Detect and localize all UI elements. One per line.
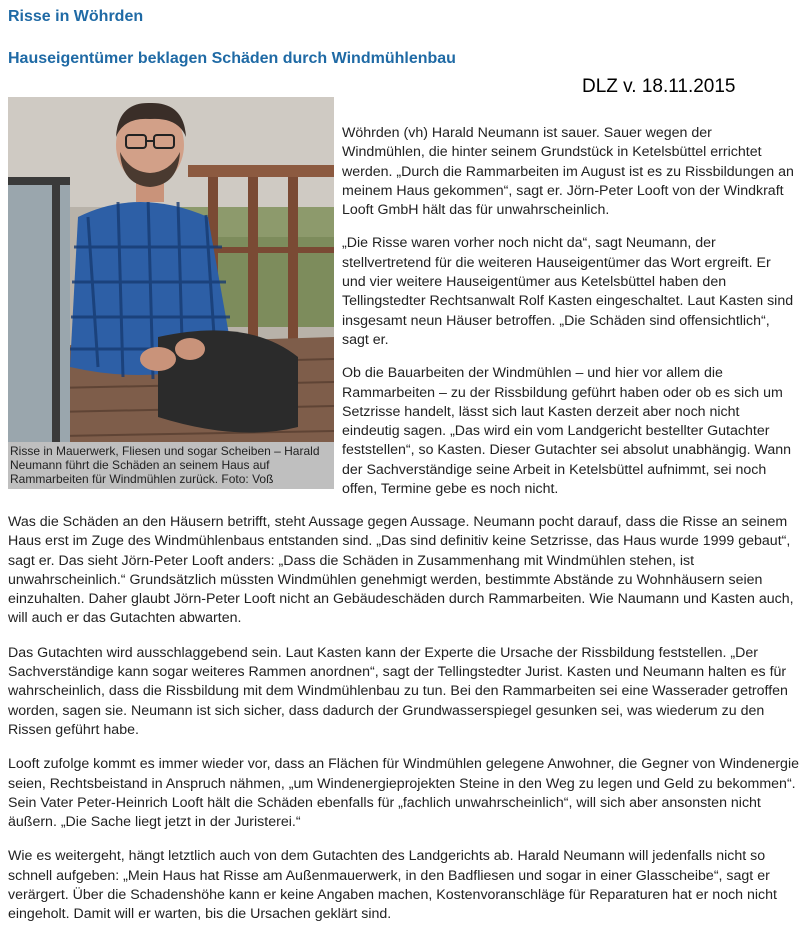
paragraph: Das Gutachten wird ausschlaggebend sein. Laut Kasten kann der Experte die Ursache der Rissbildung feststellen. „Der Sachverständige kann sogar weiteres Rammen anordnen“, sagt der Tellingstedter Jurist. Kasten und Neumann halten es für wahrscheinlich, dass die Rissbildung mit dem Windmühlenbau zu tun. Bei den Rammarbeiten sei eine Wasserader getroffen worden, sagen sie. Neumann ist sich sicher, dass dadurch der Grundwasserspiegel gesunken sei, was wiederum zu den Rissen geführt habe. xyxy=(8,644,788,738)
paragraph: Ob die Bauarbeiten der Windmühlen – und hier vor allem die Rammarbeiten – zu der Rissbildung geführt haben oder ob es sich um Setzrisse handelt, lässt sich laut Kasten derzeit aber noch nicht eindeutig sagen. „Das wird ein vom Landgericht bestellter Gutachter feststellen“, so Kasten. Dieser Gutachter sei absolut unabhängig. Wann der Sachverständige seine Arbeit in Ketelsbüttel aufnimmt, sei noch offen, Termine gebe es noch nicht. xyxy=(342,365,791,498)
photo-caption: Risse in Mauerwerk, Fliesen und sogar Scheiben – Harald Neumann führt die Schäden an seinem Haus auf Rammarbeiten für Windmühlen zurück. Foto: Voß xyxy=(10,444,320,486)
source-date-label: DLZ v. 18.11.2015 xyxy=(582,76,736,97)
paragraph: Was die Schäden an den Häusern betrifft, steht Aussage gegen Aussage. Neumann pocht darauf, dass die Risse an seinem Haus erst im Zuge des Windmühlenbaus entstanden sind. „Das sind definitiv keine Setzrisse, das Haus wurde 1999 gebaut“, sagt er. Das sieht Jörn-Peter Looft anders: „Dass die Schäden in Zusammenhang mit Windmühlen stehen, ist unwahrscheinlich.“ Grundsätzlich müssten Windmühlen genehmigt werden, bestimmte Abstände zu Wohnhäusern seien einzuhalten. Daher glaubt Jörn-Peter Looft nicht an Gebäudeschäden durch Rammarbeiten. Wie Naumann und Kasten auch, will auch er das Gutachten abwarten. xyxy=(8,514,794,627)
photo-figure xyxy=(8,97,334,489)
article-photo xyxy=(8,97,334,442)
full-width-column xyxy=(8,513,804,940)
article-kicker: Risse in Wöhrden xyxy=(8,8,144,25)
paragraph: Wöhrden (vh) Harald Neumann ist sauer. Sauer wegen der Windmühlen, die hinter seinem Grundstück in Ketelsbüttel errichtet werden. „Durch die Rammarbeiten im August ist es zu Rissbildungen an meinem Haus gekommen“, sagt er. Jörn-Peter Looft von der Windkraft Looft GmbH hält das für unwahrscheinlich. xyxy=(342,125,794,219)
paragraph: „Die Risse waren vorher noch nicht da“, sagt Neumann, der stellvertretend für die weiteren Hauseigentümer das Wort ergreift. Er und vier weitere Hauseigentümer aus Ketelsbüttel haben den Tellingstedter Rechtsanwalt Rolf Kasten eingeschaltet. Laut Kasten sind insgesamt neun Häuser betroffen. „Die Schäden sind offensichtlich“, sagt er. xyxy=(342,235,794,348)
article-headline: Hauseigentümer beklagen Schäden durch Windmühlenbau xyxy=(8,50,456,67)
paragraph: Wie es weitergeht, hängt letztlich auch von dem Gutachten des Landgerichts ab. Harald Neumann will jedenfalls nicht so schnell aufgeben: „Mein Haus hat Risse am Außenmauerwerk, in den Badfliesen und sogar in einer Glasscheibe“, sagt er verärgert. Über die Schadenshöhe kann er keine Angaben machen, Kostenvoranschläge für Reparaturen hat er noch nicht eingeholt. Damit will er warten, bis die Ursachen geklärt sind. xyxy=(8,848,777,923)
paragraph: Looft zufolge kommt es immer wieder vor, dass an Flächen für Windmühlen gelegene Anwohner, die Gegner von Windenergie seien, Rechtsbeistand in Anspruch nähmen, „um Windenergieprojekten Steine in den Weg zu legen und Geld zu bekommen“. Sein Vater Peter-Heinrich Looft hält die Schäden ebenfalls für „fachlich unwahrscheinlich“, will sich aber ansonsten nicht äußern. „Die Sache liegt jetzt in der Juristerei.“ xyxy=(8,756,799,831)
side-column xyxy=(342,124,798,513)
